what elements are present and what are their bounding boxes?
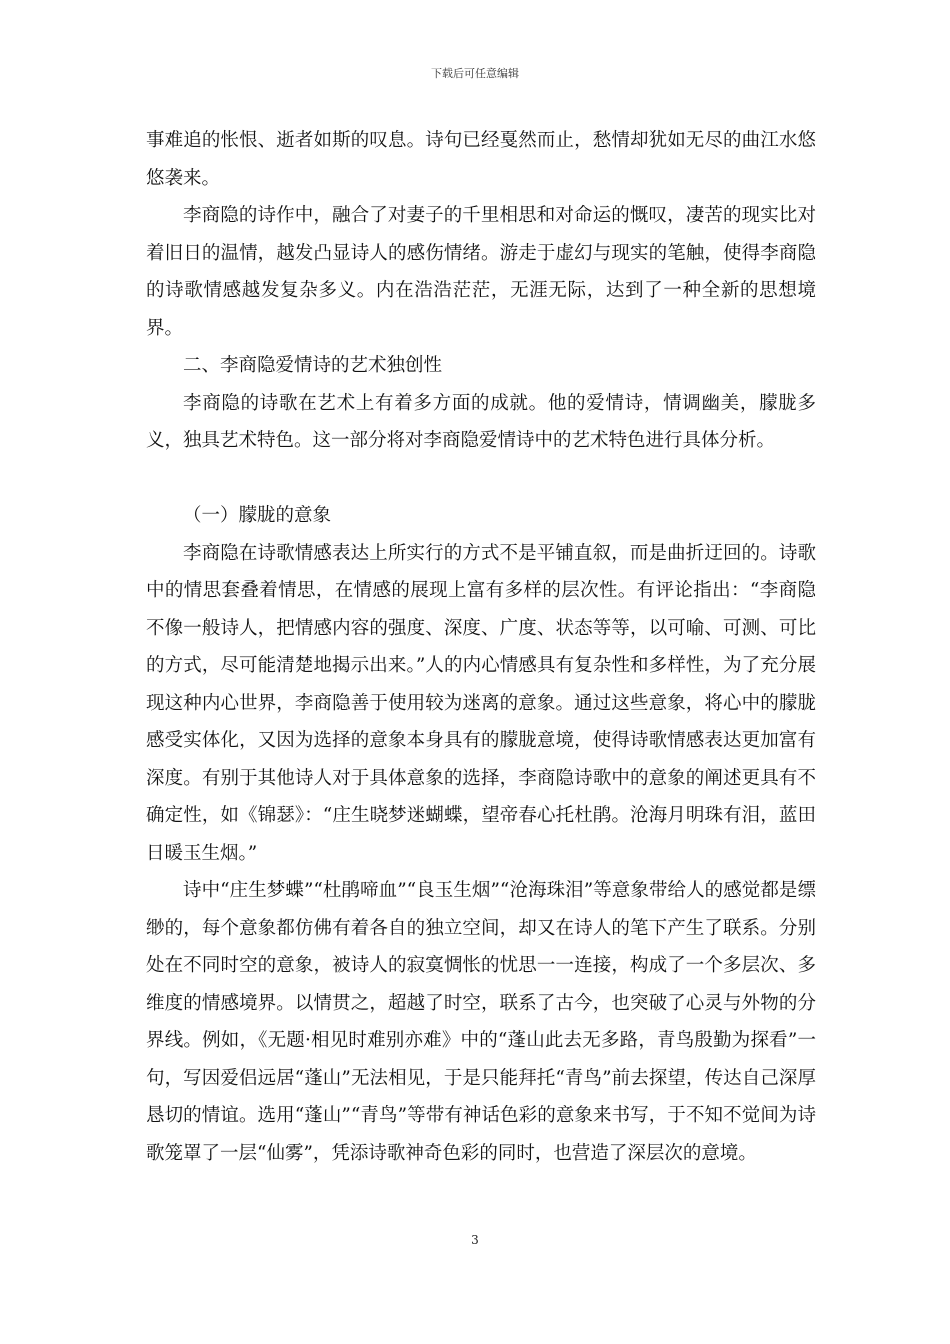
paragraph-continuation: 事难追的怅恨、逝者如斯的叹息。诗句已经戛然而止，愁情却犹如无尽的曲江水悠悠袭来。	[146, 130, 816, 189]
paragraph: 李商隐的诗作中，融合了对妻子的千里相思和对命运的慨叹，凄苦的现实比对着旧日的温情，越发凸显诗人的感伤情绪。游走于虚幻与现实的笔触，使得李商隐的诗歌情感越发复杂多义。内在浩浩茫茫，无涯无际，达到了一种全新的思想境界。	[146, 205, 816, 339]
document-body	[146, 122, 816, 1172]
section-heading: 二、李商隐爱情诗的艺术独创性	[183, 355, 443, 376]
page-number: 3	[471, 1233, 479, 1247]
blank-line	[146, 460, 816, 498]
paragraph: 诗中“庄生梦蝶”“杜鹃啼血”“良玉生烟”“沧海珠泪”等意象带给人的感觉都是缥缈的，每个意象都仿佛有着各自的独立空间，却又在诗人的笔下产生了联系。分别处在不同时空的意象，被诗人的寂寞惆怅的忧思一一连接，构成了一个多层次、多维度的情感境界。以情贯之，超越了时空，联系了古今，也突破了心灵与外物的分界线。例如，《无题·相见时难别亦难》中的“蓬山此去无多路，青鸟殷勤为探看”一句，写因爱侣远居“蓬山”无法相见，于是只能拜托“青鸟”前去探望，传达自己深厚恳切的情谊。选用“蓬山”“青鸟”等带有神话色彩的意象来书写，于不知不觉间为诗歌笼罩了一层“仙雾”，凭添诗歌神奇色彩的同时，也营造了深层次的意境。	[146, 880, 816, 1164]
subsection-heading: （一）朦胧的意象	[183, 505, 332, 526]
paragraph: 李商隐的诗歌在艺术上有着多方面的成就。他的爱情诗，情调幽美，朦胧多义，独具艺术特色。这一部分将对李商隐爱情诗中的艺术特色进行具体分析。	[146, 392, 816, 451]
page-header: 下载后可任意编辑	[431, 67, 519, 80]
paragraph: 李商隐在诗歌情感表达上所实行的方式不是平铺直叙，而是曲折迂回的。诗歌中的情思套叠着情思，在情感的展现上富有多样的层次性。有评论指出：“李商隐不像一般诗人，把情感内容的强度、深度、广度、状态等等，以可喻、可测、可比的方式，尽可能清楚地揭示出来。”人的内心情感具有复杂性和多样性，为了充分展现这种内心世界，李商隐善于使用较为迷离的意象。通过这些意象，将心中的朦胧感受实体化，又因为选择的意象本身具有的朦胧意境，使得诗歌情感表达更加富有深度。有别于其他诗人对于具体意象的选择，李商隐诗歌中的意象的阐述更具有不确定性，如《锦瑟》：“庄生晓梦迷蝴蝶，望帝春心托杜鹃。沧海月明珠有泪，蓝田日暖玉生烟。”	[146, 542, 816, 864]
